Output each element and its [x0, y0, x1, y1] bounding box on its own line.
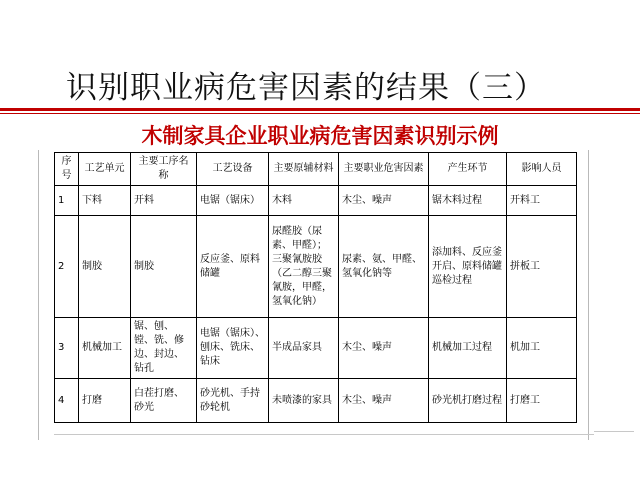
header-cell: 产生环节	[429, 153, 507, 186]
header-cell: 序号	[55, 153, 79, 186]
table-cell: 打磨	[79, 379, 131, 423]
table-cell: 半成品家具	[269, 318, 339, 379]
table-cell: 电锯（锯床）	[197, 186, 269, 216]
table-cell: 制胶	[79, 216, 131, 318]
table-header-row	[55, 153, 577, 186]
table-cell: 砂光机打磨过程	[429, 379, 507, 423]
slide-title: 识别职业病危害因素的结果（三）	[66, 70, 546, 106]
header-cell: 工艺单元	[79, 153, 131, 186]
table-cell: 开料	[131, 186, 197, 216]
footer-divider	[54, 434, 594, 435]
table-cell: 锯木料过程	[429, 186, 507, 216]
row-number: 1	[55, 186, 79, 216]
header-cell: 主要职业危害因素	[339, 153, 429, 186]
hazard-identification-table	[54, 152, 577, 423]
slide-frame-right-line	[588, 150, 589, 440]
table-cell: 机加工	[507, 318, 577, 379]
table-cell: 反应釜、原料储罐	[197, 216, 269, 318]
table-row	[55, 379, 577, 423]
table-cell: 添加料、反应釜开启、原料储罐巡检过程	[429, 216, 507, 318]
table-cell: 开料工	[507, 186, 577, 216]
table-cell: 砂光机、手持砂轮机	[197, 379, 269, 423]
table-cell: 未喷漆的家具	[269, 379, 339, 423]
slide-frame-left-line	[38, 150, 39, 440]
row-number: 4	[55, 379, 79, 423]
table-cell: 尿醛胶（尿素、甲醛）；三聚氰胺胶（乙二醇三聚氰胺，甲醛，氢氧化钠）	[269, 216, 339, 318]
table-cell: 机械加工	[79, 318, 131, 379]
table-row	[55, 216, 577, 318]
table-cell: 打磨工	[507, 379, 577, 423]
header-cell: 工艺设备	[197, 153, 269, 186]
table-cell: 下料	[79, 186, 131, 216]
table-cell: 电锯（锯床）、刨床、铣床、钻床	[197, 318, 269, 379]
table-cell: 木尘、噪声	[339, 379, 429, 423]
header-cell: 主要工序名称	[131, 153, 197, 186]
table-cell: 制胶	[131, 216, 197, 318]
title-divider-thin	[0, 113, 640, 114]
header-cell: 主要原辅材料	[269, 153, 339, 186]
table-cell: 锯、刨、镗、铣、修边、封边、钻孔	[131, 318, 197, 379]
table-row	[55, 186, 577, 216]
table-cell: 白茬打磨、砂光	[131, 379, 197, 423]
title-divider	[0, 108, 640, 111]
row-number: 3	[55, 318, 79, 379]
table-cell: 木尘、噪声	[339, 186, 429, 216]
table-caption: 木制家具企业职业病危害因素识别示例	[141, 124, 499, 148]
table-cell: 拼板工	[507, 216, 577, 318]
table-cell: 木料	[269, 186, 339, 216]
table-cell: 机械加工过程	[429, 318, 507, 379]
row-number: 2	[55, 216, 79, 318]
footer-divider-tick	[594, 431, 634, 432]
table-row	[55, 318, 577, 379]
table-cell: 尿素、氨、甲醛、氢氧化钠等	[339, 216, 429, 318]
table-cell: 木尘、噪声	[339, 318, 429, 379]
header-cell: 影响人员	[507, 153, 577, 186]
